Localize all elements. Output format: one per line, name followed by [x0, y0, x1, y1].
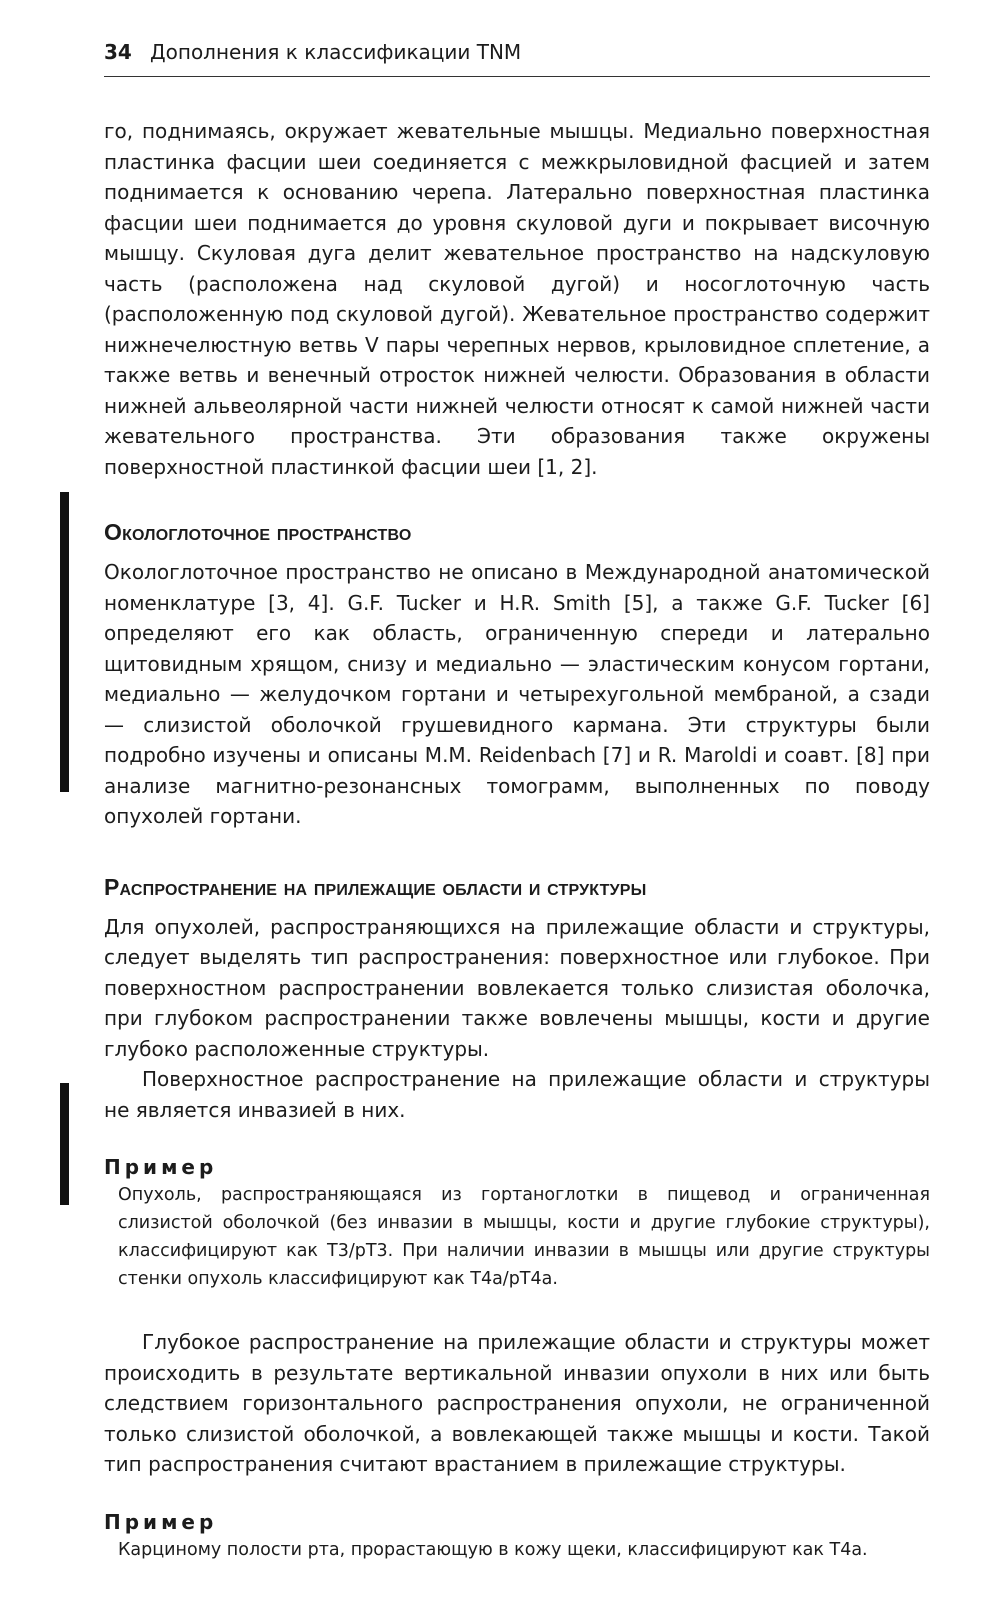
example-text: Карциному полости рта, прорастающую в кожу щеки, классифицируют как Т4а.: [118, 1539, 868, 1560]
example-title: Пример: [104, 1155, 218, 1179]
example-title: Пример: [104, 1509, 218, 1534]
example-block: [104, 1153, 930, 1293]
intro-paragraph: го, поднимаясь, окружает жевательные мышцы. Медиально поверхностная пластинка фасции шеи соединяется с межкрыловидной фасцией и затем поднимается к основанию черепа. Латерально поверхностная пластинка фасции шеи поднимается до уровня скуловой дуги и покрывает височную мышцу. Скуловая дуга делит жевательное пространство на надскуловую часть (расположена над скуловой дугой) и носоглоточную часть (расположенную под скуловой дугой). Жевательное пространство содержит нижнечелюстную ветвь V пары черепных нервов, крыловидное сплетение, а также ветвь и венечный отросток нижней челюсти. Образования в области нижней альвеолярной части нижней челюсти относят к самой нижней части жевательного пространства. Эти образования также окружены поверхностной пластинкой фасции шеи [1, 2].: [104, 119, 930, 479]
example-block: [104, 1508, 930, 1564]
section-paragraph: Поверхностное распространение на прилежащие области и структуры не является инвазией в них.: [104, 1067, 930, 1122]
running-title: Дополнения к классификации TNM: [150, 40, 522, 64]
section-spread: [104, 872, 930, 1564]
margin-marker-example1: [60, 1083, 69, 1205]
section-paragraph: Для опухолей, распространяющихся на прилежащие области и структуры, следует выделять тип распространения: поверхностное или глубокое. При поверхностном распространении вовлекается только слизистая оболочка, при глубоком распространении также вовлечены мышцы, кости и другие глубоко расположенные структуры.: [104, 914, 930, 1061]
section-paragraph: Окологлоточное пространство не описано в Международной анатомической номенклатуре [3, 4]. G.F. Tucker и H.R. Smith [5], а также G.F. Tucker [6] определяют его как область, ограниченную спереди и латерально щитовидным хрящом, снизу и медиально — эластическим конусом гортани, медиально — желудочком гортани и четырехугольной мембраной, а сзади — слизистой оболочкой грушевидного кармана. Эти структуры были подробно изучены и описаны M.M. Reidenbach [7] и R. Maroldi и соавт. [8] при анализе магнитно-резонансных томограмм, выполненных по поводу опухолей гортани.: [104, 560, 930, 828]
section-heading: Окологлоточное пространство: [104, 519, 412, 545]
margin-marker-section1: [60, 492, 69, 792]
page-header: [104, 36, 930, 77]
page-content: [104, 116, 930, 1564]
section-parapharyngeal-space: [104, 517, 930, 832]
example-text: Опухоль, распространяющаяся из гортаноглотки в пищевод и ограниченная слизистой оболочкой (без инвазии в мышцы, кости и другие глубокие структуры), классифицируют как Т3/pT3. При наличии инвазии в мышцы или другие структуры стенки опухоль классифицируют как Т4а/pT4a.: [118, 1185, 930, 1289]
page-number: 34: [104, 40, 132, 64]
section-heading: Распространение на прилежащие области и структуры: [104, 873, 647, 900]
section-paragraph: Глубокое распространение на прилежащие области и структуры может происходить в результате вертикальной инвазии опухоли в них или быть следствием горизонтального распространения опухоли, не ограниченной только слизистой оболочкой, а вовлекающей также мышцы и кости. Такой тип распространения считают врастанием в прилежащие структуры.: [104, 1330, 930, 1476]
